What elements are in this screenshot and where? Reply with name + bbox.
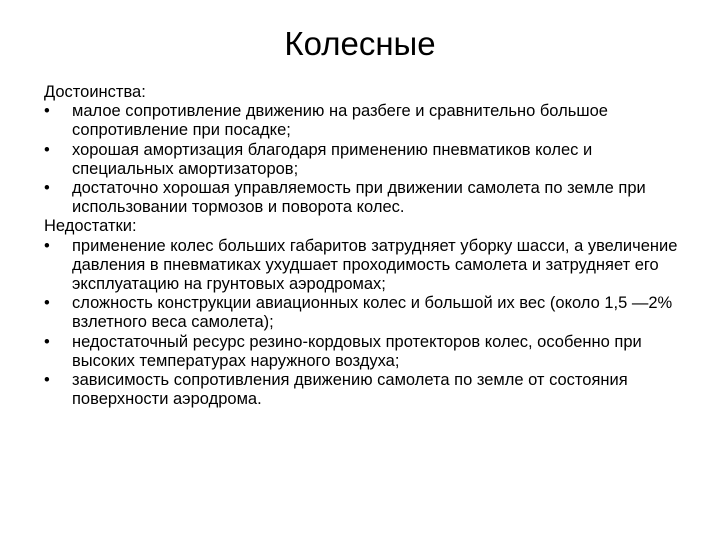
bullet-icon: • — [44, 102, 50, 121]
advantages-list — [44, 102, 694, 217]
list-item — [44, 179, 694, 217]
list-item — [44, 237, 694, 295]
list-item-text: хорошая амортизация благодаря применению пневматиков колес и специальных амортизаторов; — [72, 140, 593, 178]
slide-title: Колесные — [284, 25, 436, 62]
disadvantages-heading: Недостатки: — [44, 217, 137, 236]
list-item — [44, 102, 694, 140]
bullet-icon: • — [44, 371, 50, 390]
bullet-icon: • — [44, 140, 50, 159]
disadvantages-list — [44, 237, 694, 410]
list-item-text: недостаточный ресурс резино-кордовых протекторов колес, особенно при высоких температурах наружного воздуха; — [72, 332, 642, 370]
slide-content — [44, 83, 694, 409]
list-item — [44, 141, 694, 179]
list-item-text: сложность конструкции авиационных колес и большой их вес (около 1,5 —2% взлетного веса самолета); — [72, 294, 673, 332]
list-item — [44, 371, 694, 409]
advantages-heading: Достоинства: — [44, 83, 146, 101]
bullet-icon: • — [44, 236, 50, 255]
list-item — [44, 333, 694, 371]
list-item-text: зависимость сопротивления движению самолета по земле от состояния поверхности аэродрома. — [72, 371, 628, 409]
bullet-icon: • — [44, 332, 50, 351]
list-item-text: применение колес больших габаритов затрудняет уборку шасси, а увеличение давления в пневматиках ухудшает проходимость самолета и затрудняет его эксплуатацию на грунтовых аэродромах; — [72, 236, 678, 294]
list-item — [44, 294, 694, 332]
list-item-text: достаточно хорошая управляемость при движении самолета по земле при использовании тормозов и поворота колес. — [72, 179, 646, 217]
bullet-icon: • — [44, 179, 50, 198]
bullet-icon: • — [44, 294, 50, 313]
list-item-text: малое сопротивление движению на разбеге и сравнительно большое сопротивление при посадке; — [72, 102, 608, 140]
